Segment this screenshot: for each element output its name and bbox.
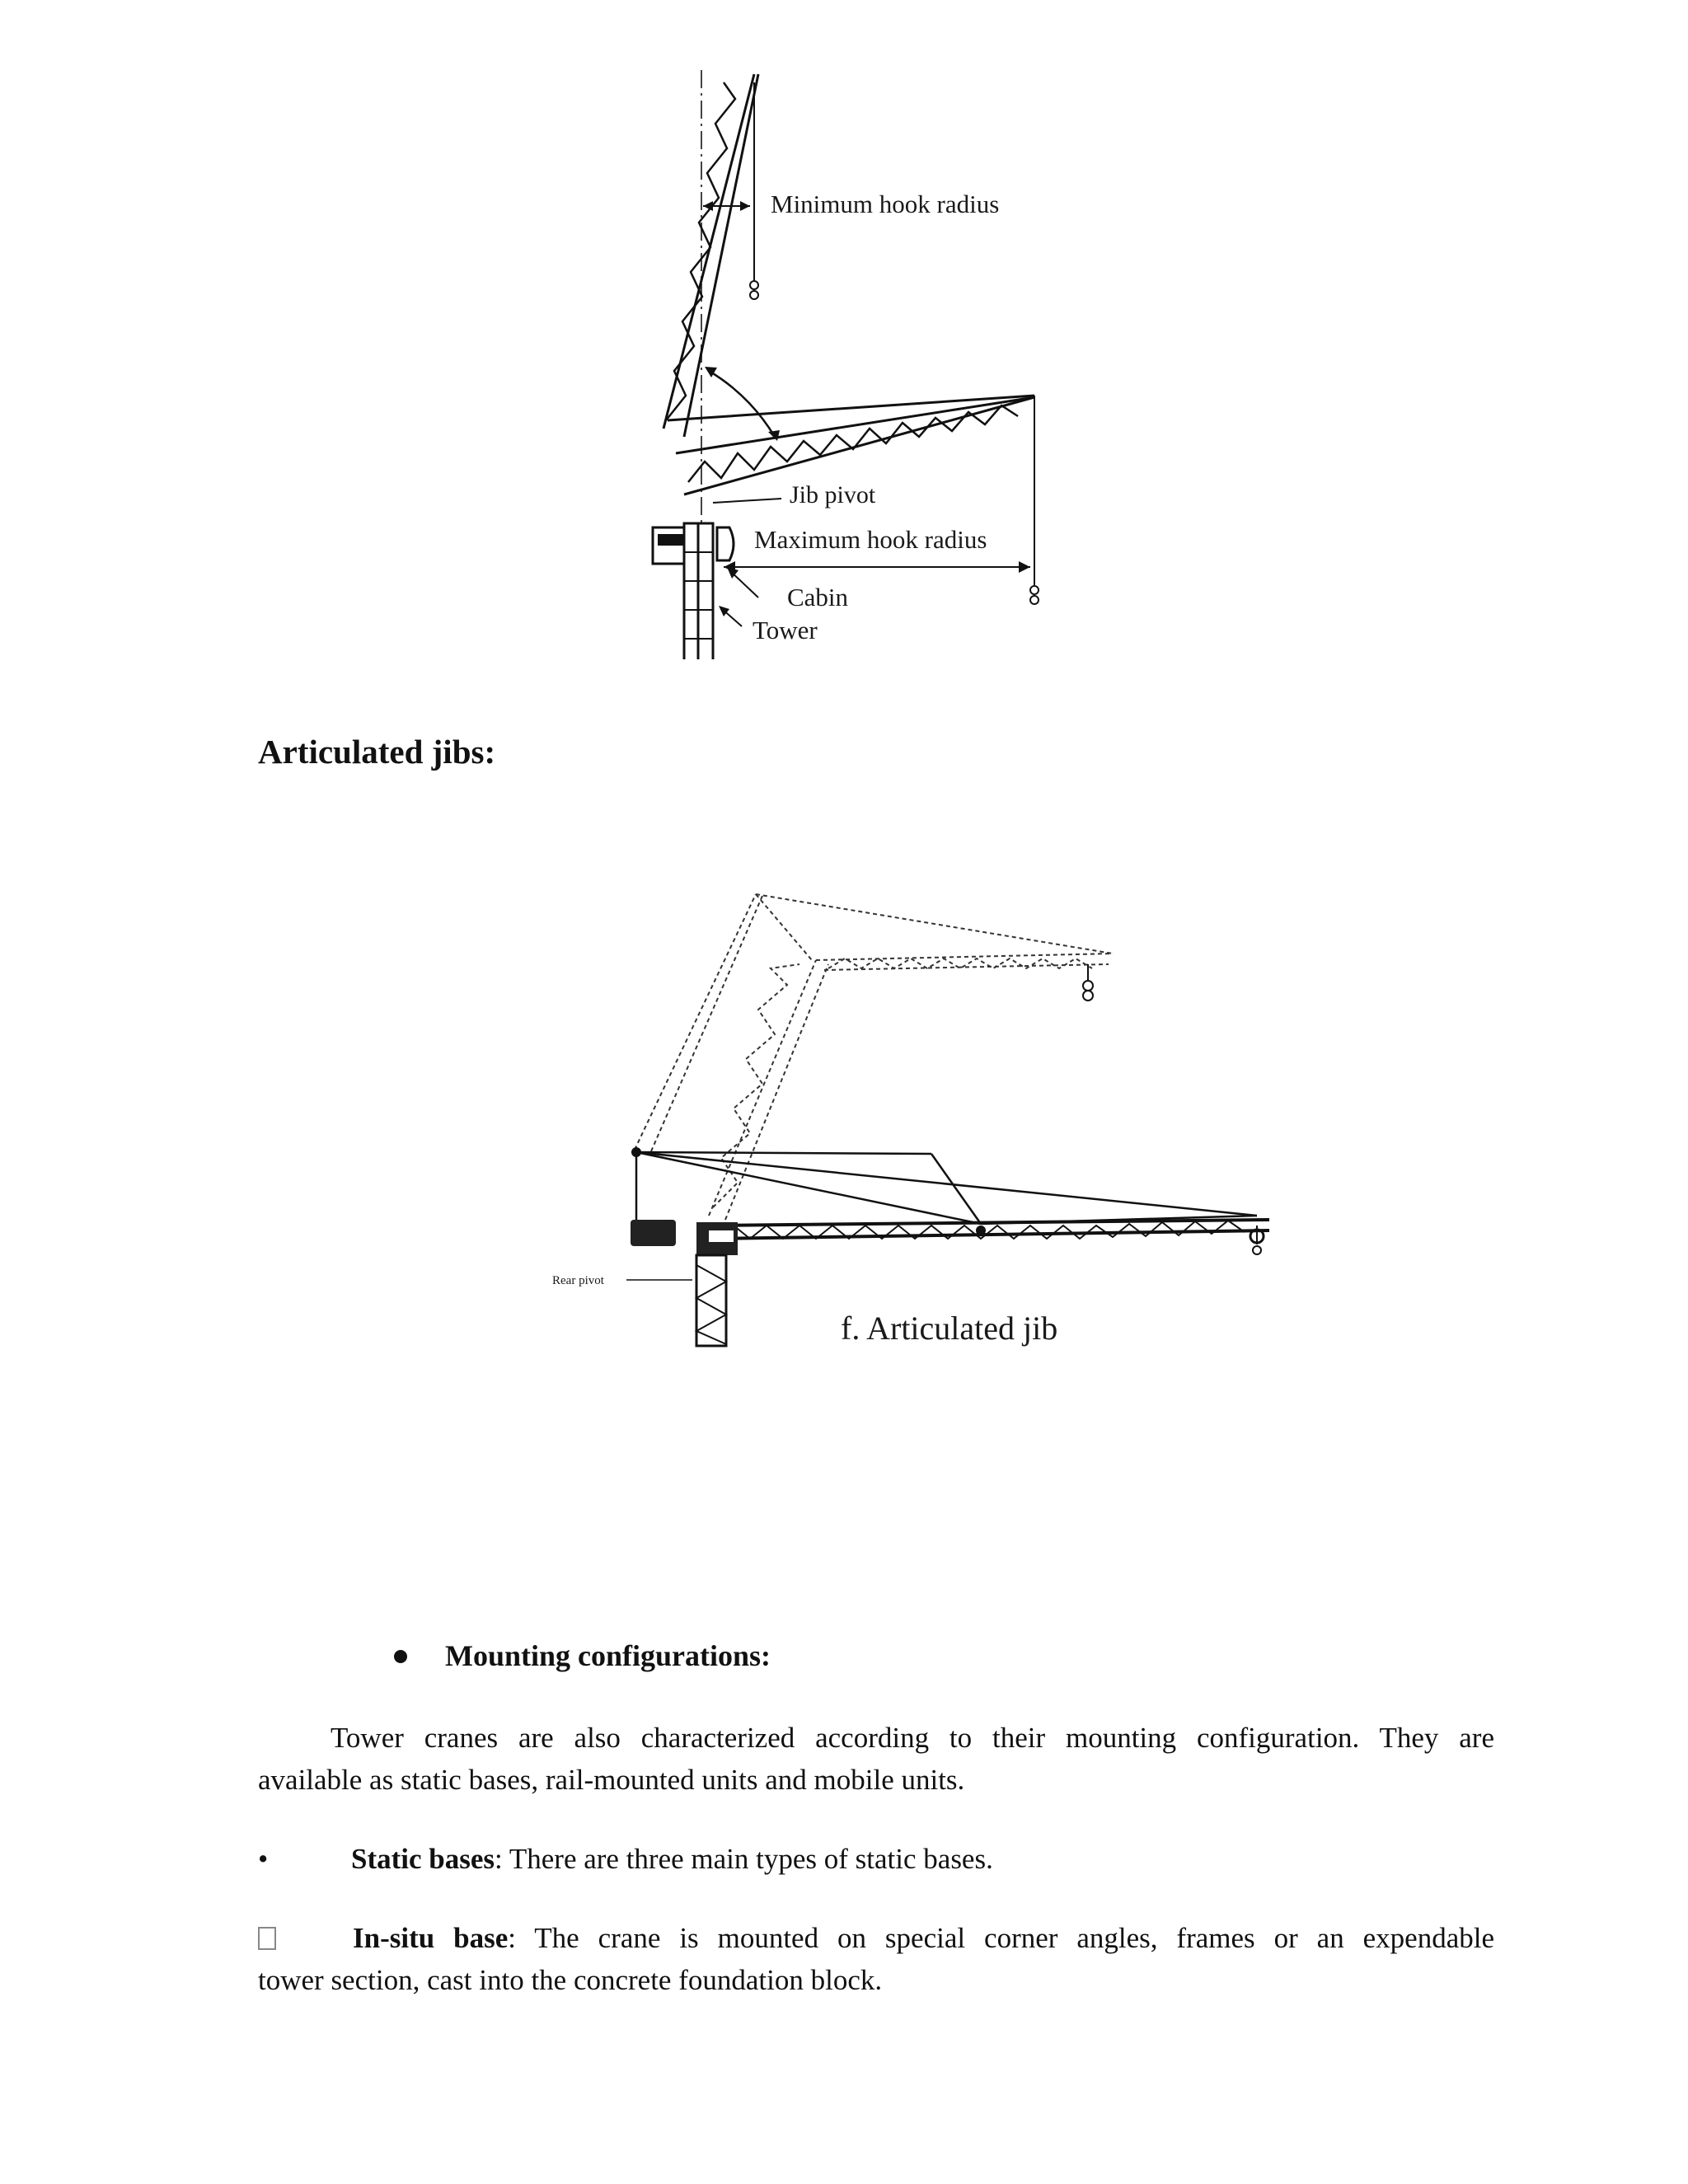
intro-line-1: Tower cranes are also characterized according to their mounting configuration. They are (331, 1722, 1494, 1754)
section-heading: Articulated jibs: (258, 733, 496, 771)
articulated-jib-drawing (544, 886, 1286, 1364)
mounting-configurations-title: Mounting configurations: (445, 1639, 771, 1672)
insitu-base-text-2: tower section, cast into the concrete foundation block. (258, 1964, 883, 1996)
insitu-base-title: In-situ base (353, 1922, 509, 1954)
max-hook-radius-label: Maximum hook radius (754, 525, 987, 554)
tower-label: Tower (753, 616, 818, 644)
min-hook-radius-label: Minimum hook radius (771, 190, 1000, 218)
insitu-base-text-1: : The crane is mounted on special corner angles, frames or an expendable (508, 1922, 1495, 1954)
luffing-jib-drawing (626, 66, 1055, 659)
figure-caption: f. Articulated jib (841, 1310, 1058, 1347)
rear-pivot-label: Rear pivot (552, 1274, 604, 1287)
intro-line-2: available as static bases, rail-mounted units and mobile units. (258, 1764, 965, 1796)
figure-luffing-jib (626, 66, 1055, 659)
static-bases-item (258, 1838, 1494, 1880)
figure-articulated-jib (544, 886, 1286, 1364)
static-bases-title: Static bases (351, 1843, 495, 1875)
cabin-label: Cabin (787, 583, 849, 612)
insitu-base-item (258, 1917, 1494, 2001)
mounting-intro-paragraph (258, 1717, 1494, 1801)
static-bases-text: : There are three main types of static bases. (495, 1843, 993, 1875)
jib-pivot-label: Jib pivot (790, 481, 876, 509)
small-bullet: • (258, 1843, 269, 1875)
missing-glyph-box-icon (258, 1927, 276, 1950)
bullet-dot (394, 1650, 407, 1663)
